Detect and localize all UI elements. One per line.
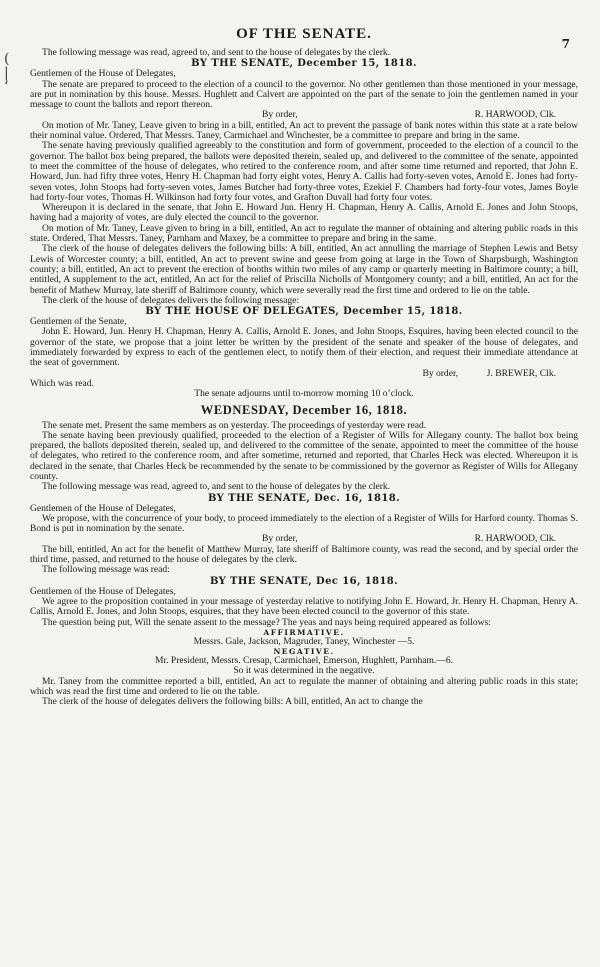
centered-line: So it was determined in the negative. — [233, 665, 375, 677]
salutation: Gentlemen of the Senate, — [30, 316, 127, 328]
paragraph: The senate met. Present the same members as on yesterday. The proceedings of yesterday were read. — [42, 419, 427, 431]
centered-line: Messrs. Gale, Jackson, Magruder, Taney, Winchester —5. — [193, 635, 415, 647]
paragraph: The question being put, Will the senate assent to the message? The yeas and nays being required appeared as follows: — [42, 616, 491, 628]
paragraph: Mr. Taney from the committee reported a bill, entitled, An act to regulate the manner of obtaining and altering public roads in this state; which was read the first time and ordered to lie on the table. — [30, 675, 578, 698]
vote-heading: AFFIRMATIVE. — [263, 627, 345, 637]
page-number: 7 — [561, 37, 570, 51]
paragraph: On motion of Mr. Taney, Leave given to bring in a bill, entitled, An act to prevent the passage of bank notes within this state at a rate below their nominal value. Ordered, That Messrs. Taney, Carmichael and Winchester, be a committee to prepare and bring in the same. — [30, 119, 578, 142]
dateline-heading: BY THE SENATE, Dec 16, 1818. — [209, 575, 399, 587]
dateline-heading: BY THE HOUSE OF DELEGATES, December 15, 1818. — [145, 306, 463, 318]
paragraph: We agree to the proposition contained in your message of yesterday relative to notifying John E. Howard, Jr. Henry H. Chapman, Henry A. Callis, Arnold E. Jones, and John Stoops, esquires, that they have been elected council to the governor of this state. — [30, 595, 578, 618]
vote-heading: NEGATIVE. — [273, 647, 335, 657]
signature-left: By order, — [262, 109, 298, 121]
margin-marks: ( | ‘ — [4, 51, 10, 95]
paragraph: The bill, entitled, An act for the benefit of Matthew Murray, late sheriff of Baltimore county, was read the second, and by special order the third time, passed, and returned to the house of delegates by the clerk. — [30, 543, 578, 566]
signature-right: By order, J. BREWER, Clk. — [422, 367, 556, 379]
page-header: OF THE SENATE. — [236, 26, 372, 42]
paragraph: The following message was read: — [42, 564, 170, 576]
salutation: Gentlemen of the House of Delegates, — [30, 585, 176, 597]
signature-right: R. HARWOOD, Clk. — [474, 533, 556, 545]
centered-line: Mr. President, Messrs. Cresap, Carmichael, Emerson, Hughlett, Parnham.—6. — [154, 655, 454, 667]
paragraph: Whereupon it is declared in the senate, that John E. Howard Jun. Henry H. Chapman, Henry A. Callis, Arnold E. Jones and John Stoops, having had a majority of votes, are duly elected the council to the governor. — [30, 202, 578, 224]
salutation: Gentlemen of the House of Delegates, — [30, 502, 176, 514]
paragraph: The clerk of the house of delegates delivers the following bills: A bill, entitled, An act to change the — [42, 696, 423, 708]
paragraph: The following message was read, agreed to, and sent to the house of delegates by the clerk. — [42, 481, 391, 493]
paragraph: John E. Howard, Jun. Henry H. Chapman, Henry A. Callis, Arnold E. Jones, and John Stoops, Esquires, having been elected council to the governor of the state, we propose that a joint letter be written by the president of the senate and speaker of the house of delegates, and immediately forwarded by express to each of the gentlemen elect, to notify them of their election, and request their immediate attendance at the seat of government. — [30, 326, 578, 369]
paragraph: The senate having previously qualified agreeably to the constitution and form of government, proceeded to the election of a council to the governor. The ballot box being prepared, the ballots were deposited therein, sealed up, and delivered to the committee of the senate, appointed to meet the committee of the house of delegates, who retired to the conference room, and after some time returned and reported, that John E. Howard, Jun. had fifty three votes, Henry H. Chapman had forty eight votes, Henry A. Callis had forty-seven votes, Arnold E. Jones had forty-seven votes, John Stoops had forty-seven votes, James Butcher had forty-three votes, Ezekiel F. Chambers had forty-four votes, James Boyle had forty-four votes, Thomas H. Wilkinson had forty four votes, and Grafton Duvall had forty four votes. — [30, 140, 578, 203]
centered-line: The senate adjourns until to-morrow morning 10 o’clock. — [194, 388, 414, 400]
paragraph: The clerk of the house of delegates delivers the following message: — [42, 294, 300, 306]
salutation: Which was read. — [30, 377, 94, 389]
dateline-heading: BY THE SENATE, December 15, 1818. — [191, 58, 417, 70]
signature-line — [30, 369, 578, 379]
document-body — [30, 48, 578, 708]
signature-left: By order, — [262, 533, 298, 545]
signature-right: R. HARWOOD, Clk. — [474, 109, 556, 121]
paragraph: We propose, with the concurrence of your body, to proceed immediately to the election of a Register of Wills for Harford county. Thomas S. Bond is put in nomination by the senate. — [30, 512, 578, 535]
salutation: Gentlemen of the House of Delegates, — [30, 68, 176, 80]
dateline-heading: BY THE SENATE, Dec. 16, 1818. — [208, 492, 400, 504]
paragraph: The following message was read, agreed to, and sent to the house of delegates by the clerk. — [42, 47, 391, 58]
paragraph: On motion of Mr. Taney, Leave given to bring in a bill, entitled, An act to regulate the manner of obtaining and altering public roads in this state. Ordered, That Messrs. Taney, Parnham and Maxey, be a committee to prepare and bring in the same. — [30, 222, 578, 245]
paragraph: The senate having been previously qualified, proceeded to the election of a Register of Wills for Allegany county. The ballot box being prepared, the ballots deposited therein, sealed up, and delivered to the committee of the senate, appointed to meet the committee of the house of delegates, who retired to the conference room, and after sometime, returned and reported, that Charles Heck was elected. Whereupon it is declared in the senate, that Charles Heck be recommended by the senate to be commissioned by the governor as Register of Wills for Allegany county. — [30, 429, 578, 482]
paragraph: The senate are prepared to proceed to the election of a council to the governor. No other gentlemen than those mentioned in your message, are put in nomination by this house. Messrs. Hughlett and Calvert are appointed on the part of the senate to join the gentlemen named in your message to count the ballots and report thereon. — [30, 78, 578, 111]
paragraph: The clerk of the house of delegates delivers the following bills: A bill, entitled, An act annulling the marriage of Stephen Lewis and Betsy Lewis of Worcester county; a bill, entitled, An act to prevent swine and geese from going at large in the Town of Sharpsburgh, Washington county; a bill, entitled, An act to prevent the erection of booths within two miles of any camp or quarterly meeting in Baltimore county; a bill, entitled, A supplement to the act, entitled, An act for the relief of Priscilla Nicholls of Montgomery county; and a bill, entitled, An act for the benefit of Mathew Murray, late sheriff of Baltimore county, which were severally read the first time and ordered to lie on the table. — [30, 243, 578, 296]
day-heading: WEDNESDAY, December 16, 1818. — [200, 402, 408, 417]
